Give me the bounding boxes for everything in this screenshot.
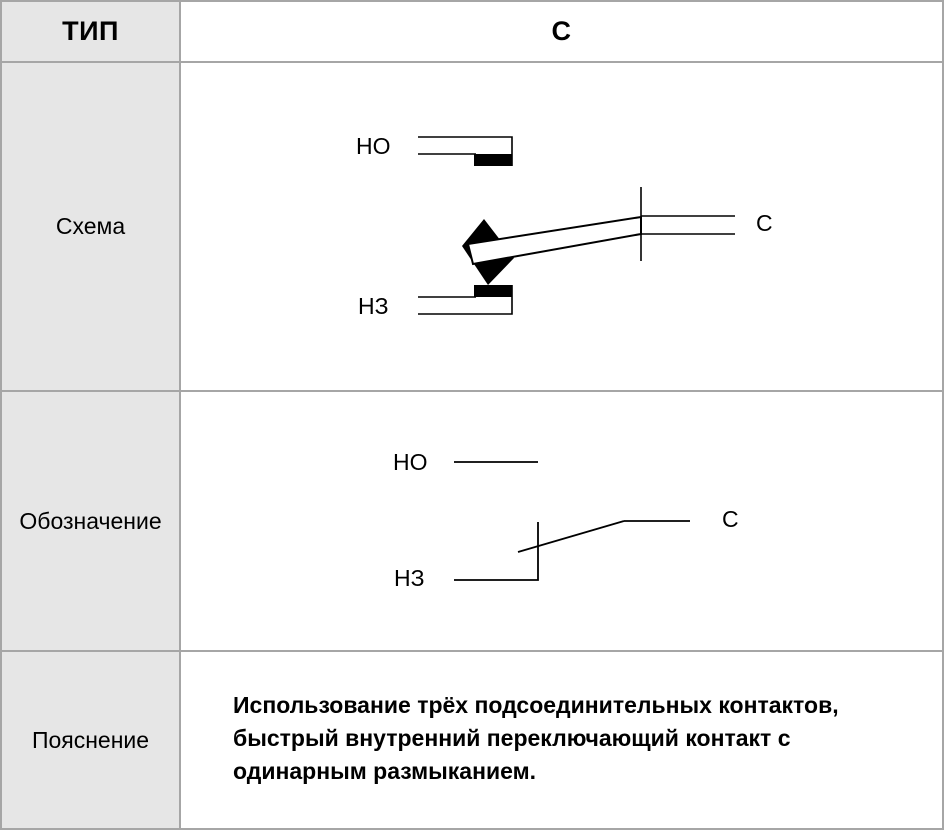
explanation-label: Пояснение (31, 726, 150, 753)
scheme-nc-label: НЗ (358, 293, 389, 319)
scheme-c-label: С (756, 210, 773, 236)
explanation-text: Использование трёх подсоединительных контактов, быстрый внутренний переключающий контакт с одинарным размыканием. (233, 692, 839, 784)
symbol-nc-line (454, 522, 538, 580)
header-type-label: ТИП (62, 16, 119, 46)
symbol-no-label: НО (393, 449, 428, 475)
symbol-switch-blade (518, 521, 624, 552)
symbol-c-label: С (722, 506, 739, 532)
scheme-no-label: НО (356, 133, 391, 159)
scheme-label: Схема (55, 213, 126, 239)
header-type-value: С (551, 16, 572, 46)
symbol-label: Обозначение (19, 507, 162, 534)
symbol-nc-label: НЗ (394, 565, 425, 591)
